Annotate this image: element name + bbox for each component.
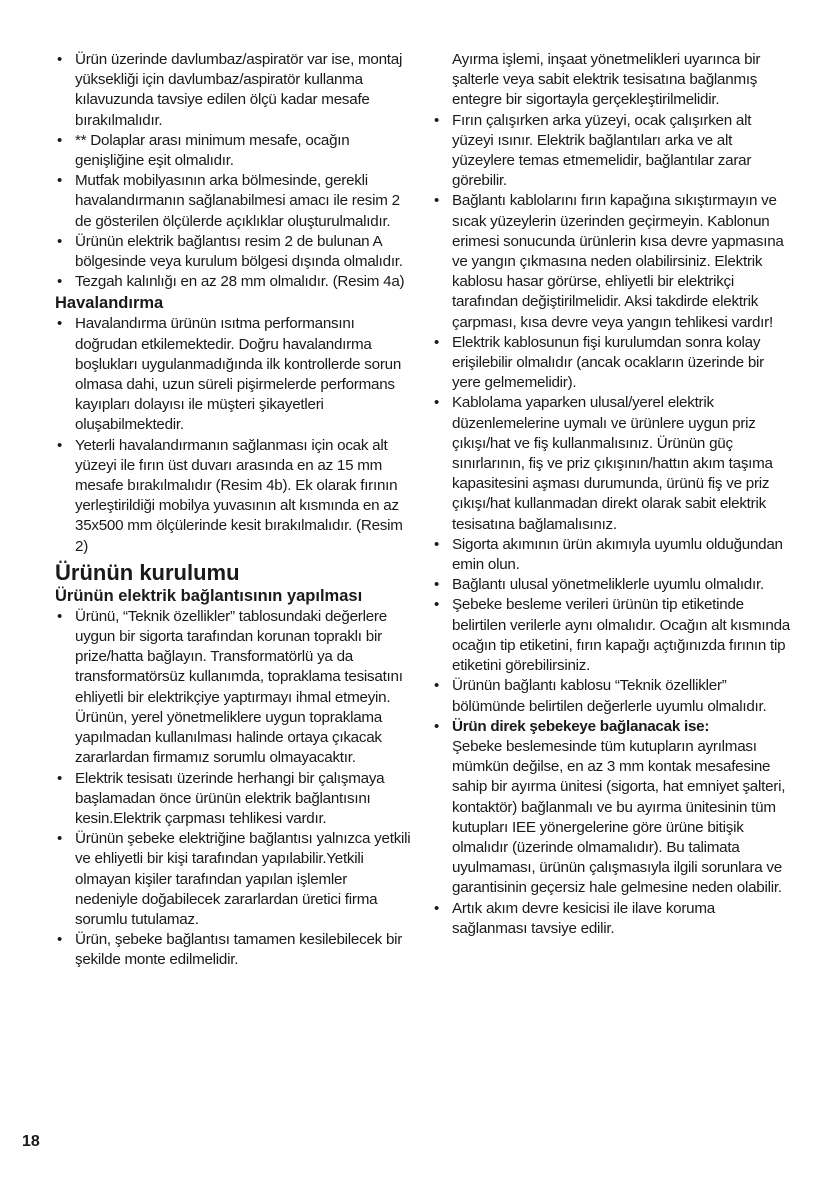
electric-connection-heading: Ürünün elektrik bağlantısının yapılması (55, 586, 363, 605)
intro-bullet-list (55, 50, 411, 292)
list-item: • Kablolama yaparken ulusal/yerel elektrik düzenlemelerine uymalı ve ürünlere uygun priz çıkışı/hat ve fiş kullanmalısınız. Ürünün güç sınırlarının, fiş ve priz çıkışının/hattın akım taşıma kapasitesini aşması durumunda, ürünü fiş ve priz çıkışı/hat kullanmadan direkt olarak sabit elektrik tesisatına bağlamalısınız. (432, 393, 792, 534)
list-item: • Mutfak mobilyasının arka bölmesinde, gerekli havalandırmanın sağlanabilmesi amacı ile resim 2 de gösterilen ölçülerde açıklıklar oluşturulmalıdır. (55, 171, 411, 232)
list-item: • Ürün, şebeke bağlantısı tamamen kesilebilecek bir şekilde monte edilmelidir. (55, 930, 411, 970)
right-bullet-list (432, 111, 792, 939)
list-item: • ** Dolaplar arası minimum mesafe, ocağın genişliğine eşit olmalıdır. (55, 131, 411, 171)
page-number: 18 (22, 1133, 40, 1150)
list-item: • Ürünün bağlantı kablosu “Teknik özellikler” bölümünde belirtilen değerlerle uyumlu olmalıdır. (432, 676, 792, 716)
left-column (55, 50, 411, 971)
list-item: • Şebeke besleme verileri ürünün tip etiketinde belirtilen verilerle aynı olmalıdır. Ocağın alt kısmında ocağın tip etiketini, fırın kapağı açtığınızda fırının tip etiketini görebilirsiniz. (432, 595, 792, 676)
direct-connection-item (432, 717, 792, 899)
list-item: • Artık akım devre kesicisi ile ilave koruma sağlanması tavsiye edilir. (432, 899, 792, 939)
list-item: • Fırın çalışırken arka yüzeyi, ocak çalışırken alt yüzeyi ısınır. Elektrik bağlantıları arka ve alt yüzeylere temas etmemelidir, bağlantılar zarar görebilir. (432, 111, 792, 192)
list-item: • Ürünün şebeke elektriğine bağlantısı yalnızca yetkili ve ehliyetli bir kişi tarafından yapılabilir.Yetkili olmayan kişiler tarafından yapılan işlemler nedeniyle doğabilecek zararlardan üretici firma sorumlu tutulamaz. (55, 829, 411, 930)
list-item: • Elektrik tesisatı üzerinde herhangi bir çalışmaya başlamadan önce ürünün elektrik bağlantısını kesin.Elektrik çarpması tehlikesi vardır. (55, 769, 411, 830)
continuation-paragraph: Ayırma işlemi, inşaat yönetmelikleri uyarınca bir şalterle veya sabit elektrik tesisatına bağlanmış entegre bir sigortayla gerçekleştirilmelidir. (452, 51, 761, 109)
direct-connection-text: Şebeke beslemesinde tüm kutupların ayrılması mümkün değilse, en az 3 mm kontak mesafesine sahip bir ayırma ünitesi (sigorta, hat emniyet şalteri, kontaktör) bağlanmalı ve bu ayırma ünitesinin tüm kutupları IEE yönergelerine göre ürüne bitişik olmalıdır (üzerinde olmamalıdır). Bu talimata uyulmaması, ürünün çalışmasıyla ilgili sorunlara ve garantisinin geçersiz hale gelmesine neden olabilir. (452, 737, 786, 897)
list-item: • Elektrik kablosunun fişi kurulumdan sonra kolay erişilebilir olmalıdır (ancak ocakların üzerinde bir yere gelmemelidir). (432, 333, 792, 394)
list-item: • Tezgah kalınlığı en az 28 mm olmalıdır. (Resim 4a) (55, 272, 411, 292)
list-item: • Ürünü, “Teknik özellikler” tablosundaki değerlere uygun bir sigorta tarafından korunan topraklı bir prize/hatta bağlayın. Transformatörlü ya da transformatörsüz kullanımda, topraklama tesisatını ehliyetli bir elektrikçiye yaptırmayı ihmal etmeyin. Ürünün, yerel yönetmeliklere uygun topraklama yapılmadan kullanılması halinde ortaya çıkacak zararlardan firmamız sorumlu olmayacaktır. (55, 607, 411, 769)
ventilation-heading: Havalandırma (55, 294, 164, 313)
install-heading: Ürünün kurulumu (55, 559, 240, 585)
list-item: • Bağlantı kablolarını fırın kapağına sıkıştırmayın ve sıcak yüzeylerin üzerinden geçirmeyin. Kablonun erimesi sonucunda ürünlerin kısa devre yapmasına ve yangın çıkmasına neden olabilirsiniz. Elektrik kablosu hasar görürse, ehliyetli bir elektrikçi tarafından değiştirilmelidir. Aksi takdirde elektrik çarpması, kısa devre veya yangın tehlikesi vardır! (432, 191, 792, 332)
list-item: • Yeterli havalandırmanın sağlanması için ocak alt yüzeyi ile fırın üst duvarı arasında en az 15 mm mesafe bırakılmalıdır (Resim 4b). Ek olarak fırının yerleştirildiği mobilya yuvasının alt kısmında en az 35x500 mm ölçülerinde kesit bırakılmalıdır. (Resim 2) (55, 436, 411, 557)
right-column (432, 50, 792, 939)
ventilation-bullet-list (55, 314, 411, 556)
electric-bullet-list (55, 607, 411, 971)
list-item: • Ürün üzerinde davlumbaz/aspiratör var ise, montaj yüksekliği için davlumbaz/aspiratör kullanma kılavuzunda tavsiye edilen ölçü kadar mesafe bırakılmalıdır. (55, 50, 411, 131)
direct-connection-lead: • Ürün direk şebekeye bağlanacak ise: (452, 717, 710, 735)
list-item: • Bağlantı ulusal yönetmeliklerle uyumlu olmalıdır. (432, 575, 792, 595)
list-item: • Havalandırma ürünün ısıtma performansını doğrudan etkilemektedir. Doğru havalandırma boşlukları uygulanmadığında ilk kontrollerde sorun olmasa dahi, uzun süreli pişirmelerde performans kayıpları dolayısı ile müşteri şikayetleri oluşabilmektedir. (55, 314, 411, 435)
list-item: • Ürünün elektrik bağlantısı resim 2 de bulunan A bölgesinde veya kurulum bölgesi dışında olmalıdır. (55, 232, 411, 272)
list-item: • Sigorta akımının ürün akımıyla uyumlu olduğundan emin olun. (432, 535, 792, 575)
